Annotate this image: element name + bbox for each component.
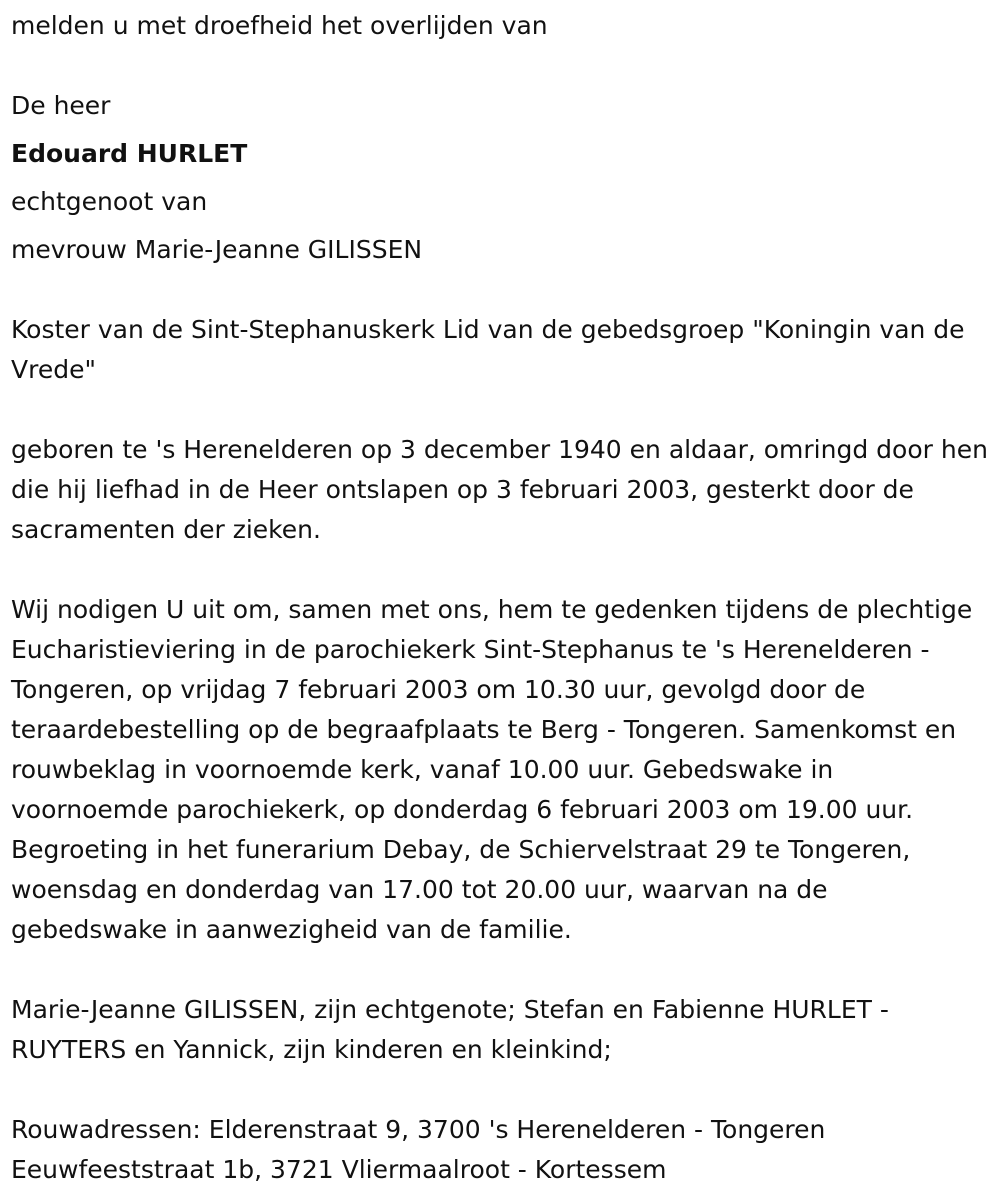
spacer — [11, 46, 990, 86]
spacer — [11, 1070, 990, 1110]
family-text: Marie-Jeanne GILISSEN, zijn echtgenote; Stefan en Fabienne HURLET - RUYTERS en Yannick, zijn kinderen en kleinkind; — [11, 995, 889, 1064]
honorific: De heer — [11, 91, 111, 120]
spacer — [11, 222, 990, 230]
spouse-label: echtgenoot van — [11, 187, 208, 216]
spacer — [11, 390, 990, 430]
address-line-2: Eeuwfeeststraat 1b, 3721 Vliermaalroot - Kortessem — [11, 1155, 667, 1184]
birth-death-text: geboren te 's Herenelderen op 3 december 1940 en aldaar, omringd door hen die hij liefhad in de Heer ontslapen op 3 februari 2003, gesterkt door de sacramenten der zieken. — [11, 435, 988, 544]
spacer — [11, 950, 990, 990]
address-line-1: Rouwadressen: Elderenstraat 9, 3700 's Herenelderen - Tongeren — [11, 1115, 826, 1144]
spacer — [11, 174, 990, 182]
roles-text: Koster van de Sint-Stephanuskerk Lid van de gebedsgroep "Koningin van de Vrede" — [11, 315, 965, 384]
spacer — [11, 126, 990, 134]
spouse-name: mevrouw Marie-Jeanne GILISSEN — [11, 235, 423, 264]
deceased-name: Edouard HURLET — [11, 139, 248, 168]
spacer — [11, 270, 990, 310]
spacer — [11, 550, 990, 590]
intro-text: melden u met droefheid het overlijden van — [11, 11, 548, 40]
funeral-info-text: Wij nodigen U uit om, samen met ons, hem te gedenken tijdens de plechtige Eucharistieviering in de parochiekerk Sint-Stephanus te 's Herenelderen - Tongeren, op vrijdag 7 februari 2003 om 10.30 uur, gevolgd door de teraardebestelling op de begraafplaats te Berg - Tongeren. Samenkomst en rouwbeklag in voornoemde kerk, vanaf 10.00 uur. Gebedswake in voornoemde parochiekerk, op donderdag 6 februari 2003 om 19.00 uur. Begroeting in het funerarium Debay, de Schiervelstraat 29 te Tongeren, woensdag en donderdag van 17.00 tot 20.00 uur, waarvan na de gebedswake in aanwezigheid van de familie. — [11, 595, 973, 944]
